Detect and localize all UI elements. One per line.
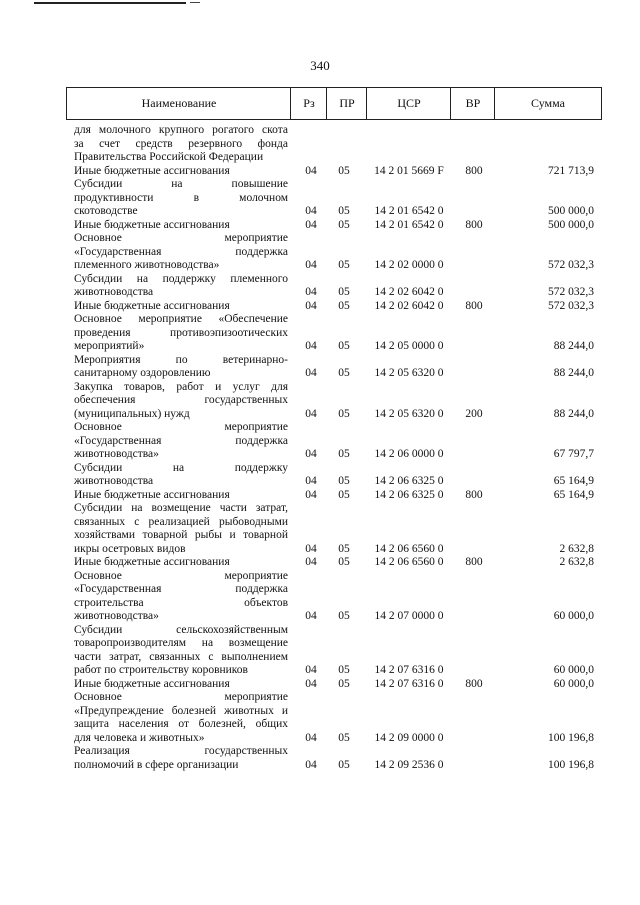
rz-cell: 04 (305, 677, 317, 690)
table-row (0, 300, 640, 314)
table-row (0, 178, 640, 219)
csr-cell: 14 2 06 6325 0 (374, 488, 444, 501)
row-name-line: товаропроизводителям на возмещение (74, 637, 288, 649)
page-number: 340 (310, 58, 330, 73)
pr-cell: 05 (338, 448, 350, 460)
row-name-line: животноводства» (74, 610, 159, 622)
table-row (0, 232, 640, 273)
row-name-line: животноводства (74, 475, 154, 487)
vr-cell: 800 (465, 488, 483, 501)
row-name (74, 219, 288, 233)
row-name (74, 124, 288, 165)
table-row (0, 691, 640, 745)
row-name-line: Иные бюджетные ассигнования (74, 164, 230, 177)
row-name-line: Иные бюджетные ассигнования (74, 556, 230, 568)
table-row (0, 219, 640, 233)
pr-cell: 05 (338, 205, 350, 217)
csr-cell: 14 2 06 6560 0 (374, 556, 444, 568)
rz-cell: 04 (305, 367, 317, 379)
row-name-line: Основное мероприятие (74, 691, 288, 703)
table-row (0, 745, 640, 772)
rz-cell: 04 (305, 286, 317, 298)
table-row (0, 489, 640, 503)
row-name-line: Основное мероприятие (74, 569, 288, 582)
rz-cell: 04 (305, 205, 317, 217)
table-row (0, 462, 640, 489)
pr-cell: 05 (338, 488, 350, 501)
row-name-line: проведения противоэпизоотических (74, 326, 288, 339)
sum-cell: 65 164,9 (553, 488, 594, 501)
pr-cell: 05 (338, 731, 350, 744)
sum-cell: 88 244,0 (553, 407, 594, 420)
rz-cell: 04 (305, 448, 317, 460)
csr-cell: 14 2 06 0000 0 (374, 448, 444, 460)
row-name-line: животноводства» (74, 448, 159, 460)
row-name-line: хозяйствами товарной рыбы и товарной (74, 529, 288, 541)
rz-cell: 04 (305, 488, 317, 501)
pr-cell: 05 (338, 758, 350, 771)
csr-cell: 14 2 02 0000 0 (374, 259, 444, 271)
row-name-line: для молочного крупного рогатого скота (74, 124, 288, 136)
row-name (74, 678, 288, 692)
pr-cell: 05 (338, 677, 350, 690)
rz-cell: 04 (305, 218, 317, 231)
vr-cell: 800 (465, 556, 483, 568)
pr-cell: 05 (338, 299, 350, 312)
vr-cell: 800 (465, 164, 483, 177)
pr-cell: 05 (338, 407, 350, 420)
row-name-line: Иные бюджетные ассигнования (74, 218, 230, 231)
csr-cell: 14 2 06 6560 0 (374, 542, 444, 555)
row-name-line: связанных с реализацией рыбоводными (74, 515, 288, 528)
row-name (74, 502, 288, 556)
sum-cell: 2 632,8 (559, 556, 594, 568)
table-row (0, 313, 640, 354)
row-name-line: полномочий в сфере организации (74, 758, 239, 771)
table-row (0, 124, 640, 165)
row-name-line: Иные бюджетные ассигнования (74, 299, 230, 312)
row-name-line: Субсидии на поддержку (74, 461, 288, 474)
rz-cell: 04 (305, 407, 317, 420)
csr-cell: 14 2 06 6325 0 (374, 475, 444, 487)
pr-cell: 05 (338, 218, 350, 231)
row-name (74, 691, 288, 745)
vr-cell: 800 (465, 299, 483, 312)
row-name (74, 462, 288, 489)
row-name-line: санитарному оздоровлению (74, 367, 211, 379)
row-name (74, 232, 288, 273)
rz-cell: 04 (305, 340, 317, 352)
row-name-line: части затрат, связанных с выполнением (74, 650, 288, 663)
sum-cell: 67 797,7 (553, 448, 594, 460)
row-name-line: Основное мероприятие «Обеспечение (74, 313, 288, 325)
csr-cell: 14 2 01 6542 0 (374, 218, 444, 231)
top-rule (34, 2, 186, 4)
header-divider (290, 87, 291, 120)
row-name (74, 745, 288, 772)
table-row (0, 354, 640, 381)
sum-cell: 500 000,0 (548, 218, 594, 231)
row-name (74, 624, 288, 678)
row-name (74, 489, 288, 503)
table-row (0, 421, 640, 462)
row-name (74, 570, 288, 624)
header-divider (326, 87, 327, 120)
pr-cell: 05 (338, 556, 350, 568)
sum-cell: 572 032,3 (548, 259, 594, 271)
csr-cell: 14 2 02 6042 0 (374, 299, 444, 312)
csr-cell: 14 2 05 6320 0 (374, 407, 444, 420)
row-name-line: Закупка товаров, работ и услуг для (74, 380, 288, 393)
row-name-line: «Государственная поддержка (74, 434, 288, 447)
header-left-edge (66, 87, 67, 103)
row-name-line: Правительства Российской Федерации (74, 151, 264, 163)
row-name-line: мероприятий» (74, 340, 145, 352)
header-divider (450, 87, 451, 120)
row-name-line: племенного животноводства» (74, 259, 220, 271)
csr-cell: 14 2 07 6316 0 (374, 664, 444, 676)
row-name-line: Основное мероприятие (74, 232, 288, 244)
row-name-line: Основное мероприятие (74, 421, 288, 433)
row-name (74, 556, 288, 570)
row-name (74, 421, 288, 462)
csr-cell: 14 2 05 0000 0 (374, 340, 444, 352)
csr-cell: 14 2 05 6320 0 (374, 367, 444, 379)
header-vr: ВР (465, 96, 481, 110)
row-name-line: Мероприятия по ветеринарно- (74, 353, 288, 366)
vr-cell: 800 (465, 677, 483, 690)
row-name-line: защита населения от болезней, общих (74, 718, 288, 730)
row-name-line: животноводства (74, 286, 154, 298)
row-name-line: Реализация государственных (74, 745, 288, 757)
rz-cell: 04 (305, 758, 317, 771)
rz-cell: 04 (305, 299, 317, 312)
header-rz: Рз (303, 96, 315, 110)
top-rule-short (190, 2, 200, 3)
header-sum: Сумма (531, 96, 565, 110)
sum-cell: 572 032,3 (548, 299, 594, 312)
row-name-line: Субсидии на повышение (74, 178, 288, 190)
sum-cell: 60 000,0 (553, 610, 594, 622)
table-header (66, 87, 602, 120)
rz-cell: 04 (305, 610, 317, 622)
pr-cell: 05 (338, 259, 350, 271)
row-name-line: Субсидии на поддержку племенного (74, 272, 288, 285)
rz-cell: 04 (305, 542, 317, 555)
sum-cell: 88 244,0 (553, 340, 594, 352)
row-name-line: продуктивности в молочном (74, 191, 288, 204)
rz-cell: 04 (305, 259, 317, 271)
row-name (74, 313, 288, 354)
row-name-line: работ по строительству коровников (74, 664, 248, 676)
csr-cell: 14 2 09 0000 0 (374, 731, 444, 744)
row-name-line: «Государственная поддержка (74, 583, 288, 595)
row-name-line: для человека и животных» (74, 731, 205, 744)
row-name-line: (муниципальных) нужд (74, 407, 190, 420)
header-divider (494, 87, 495, 120)
pr-cell: 05 (338, 610, 350, 622)
pr-cell: 05 (338, 367, 350, 379)
rz-cell: 04 (305, 664, 317, 676)
row-name-line: скотоводстве (74, 205, 138, 217)
sum-cell: 100 196,8 (548, 758, 594, 771)
rz-cell: 04 (305, 556, 317, 568)
pr-cell: 05 (338, 286, 350, 298)
pr-cell: 05 (338, 475, 350, 487)
rz-cell: 04 (305, 475, 317, 487)
row-name (74, 178, 288, 219)
table-row (0, 556, 640, 570)
csr-cell: 14 2 09 2536 0 (374, 758, 444, 771)
header-csr: ЦСР (397, 96, 421, 110)
table-row (0, 624, 640, 678)
csr-cell: 14 2 01 6542 0 (374, 205, 444, 217)
sum-cell: 2 632,8 (559, 542, 594, 555)
header-name: Наименование (141, 96, 217, 110)
sum-cell: 88 244,0 (553, 367, 594, 379)
header-divider (366, 87, 367, 120)
row-name (74, 354, 288, 381)
row-name-line: Иные бюджетные ассигнования (74, 677, 230, 690)
row-name-line: икры осетровых видов (74, 542, 186, 555)
row-name-line: обеспечения государственных (74, 394, 288, 406)
table-row (0, 381, 640, 422)
row-name-line: Субсидии на возмещение части затрат, (74, 502, 288, 514)
row-name-line: за счет средств резервного фонда (74, 137, 288, 150)
row-name (74, 273, 288, 300)
row-name-line: «Предупреждение болезней животных и (74, 704, 288, 717)
header-pr: ПР (339, 96, 355, 110)
row-name-line: строительства объектов (74, 596, 288, 609)
sum-cell: 100 196,8 (548, 731, 594, 744)
row-name-line: Субсидии сельскохозяйственным (74, 623, 288, 636)
row-name (74, 165, 288, 179)
csr-cell: 14 2 01 5669 F (374, 164, 444, 177)
sum-cell: 60 000,0 (553, 664, 594, 676)
sum-cell: 500 000,0 (548, 205, 594, 217)
sum-cell: 60 000,0 (553, 677, 594, 690)
csr-cell: 14 2 07 6316 0 (374, 677, 444, 690)
sum-cell: 721 713,9 (548, 164, 594, 177)
pr-cell: 05 (338, 542, 350, 555)
table-row (0, 502, 640, 556)
rz-cell: 04 (305, 731, 317, 744)
rz-cell: 04 (305, 164, 317, 177)
vr-cell: 200 (465, 407, 483, 420)
table-row (0, 570, 640, 624)
row-name-line: Иные бюджетные ассигнования (74, 488, 230, 501)
pr-cell: 05 (338, 164, 350, 177)
csr-cell: 14 2 02 6042 0 (374, 286, 444, 298)
sum-cell: 65 164,9 (553, 475, 594, 487)
row-name (74, 381, 288, 422)
row-name-line: «Государственная поддержка (74, 245, 288, 258)
table-row (0, 273, 640, 300)
table-row (0, 165, 640, 179)
vr-cell: 800 (465, 218, 483, 231)
table-row (0, 678, 640, 692)
row-name (74, 300, 288, 314)
sum-cell: 572 032,3 (548, 286, 594, 298)
csr-cell: 14 2 07 0000 0 (374, 610, 444, 622)
pr-cell: 05 (338, 340, 350, 352)
pr-cell: 05 (338, 664, 350, 676)
